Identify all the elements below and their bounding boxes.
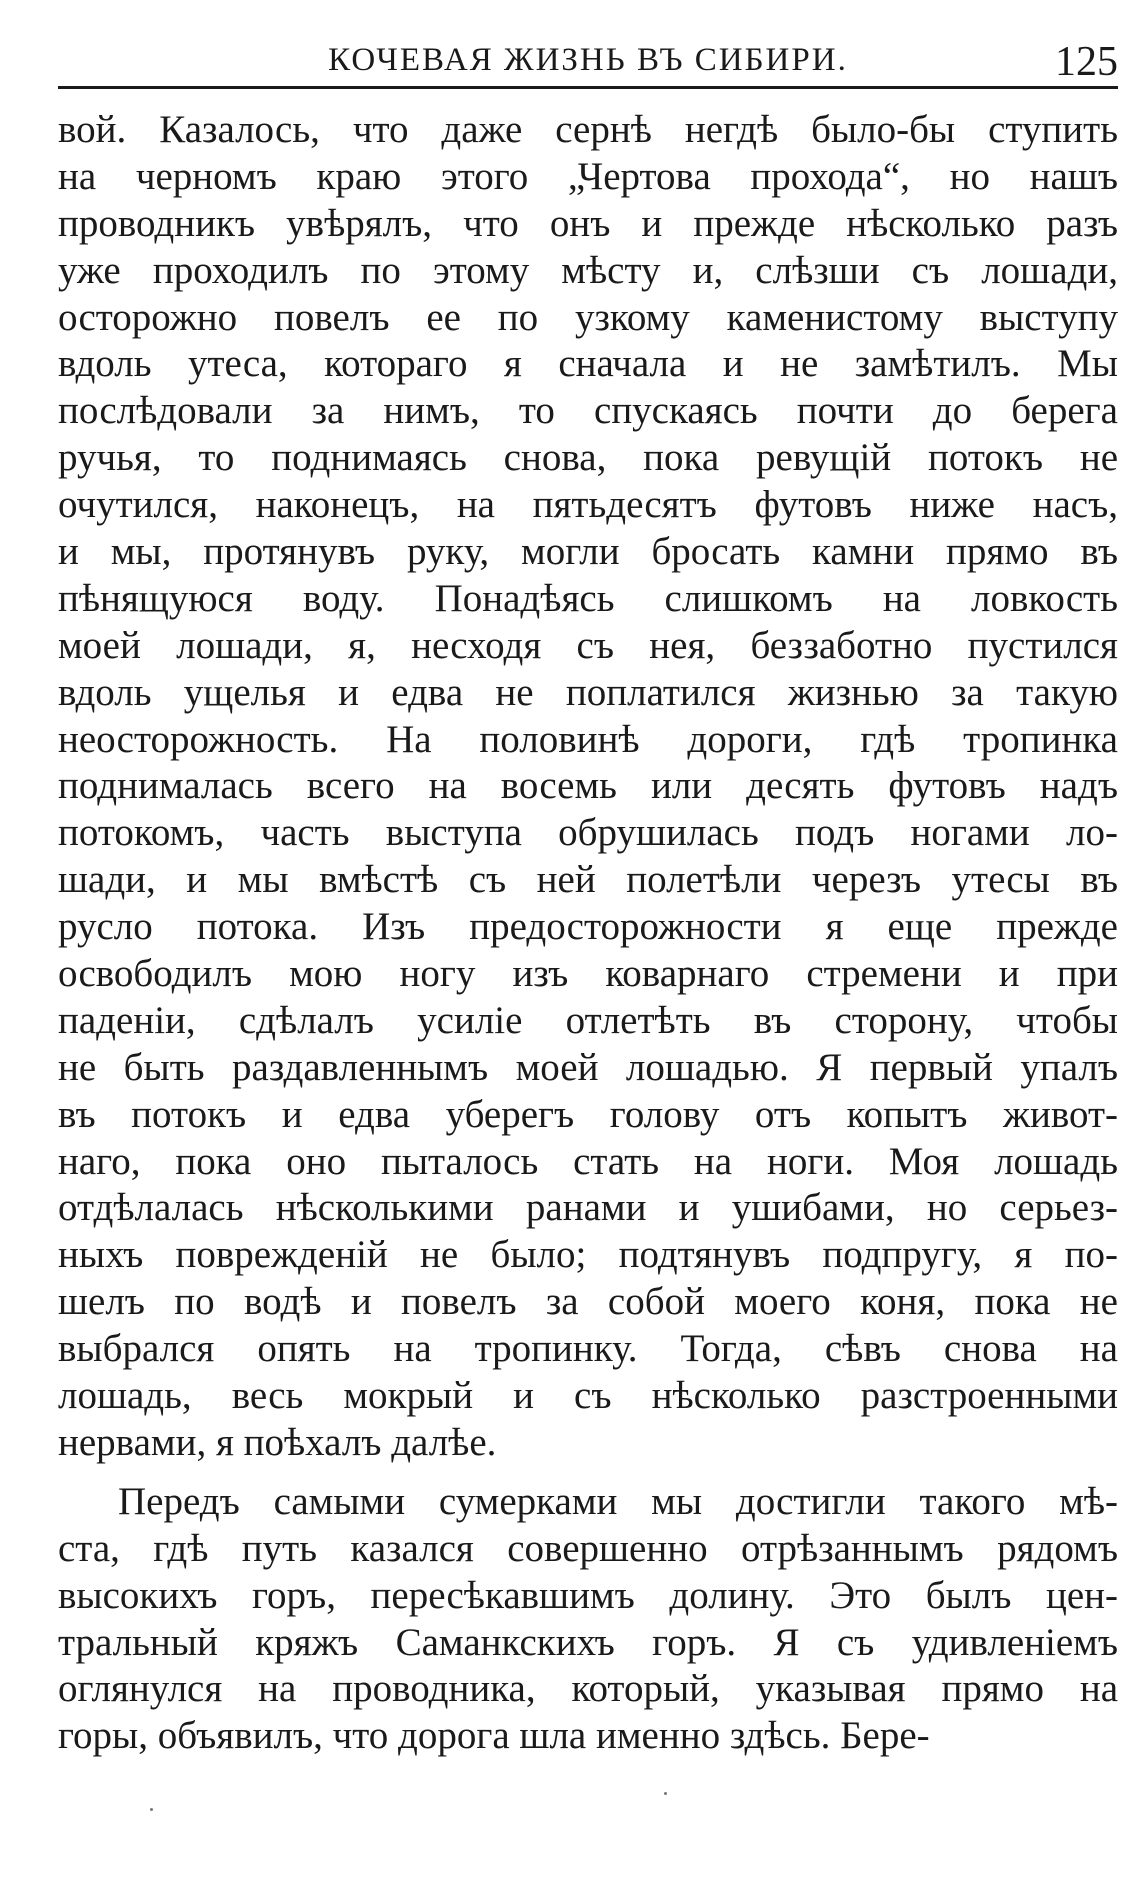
text-line: оглянулся на проводника, который, указывая прямо на bbox=[58, 1667, 1118, 1711]
text-line: паденіи, сдѣлалъ усиліе отлетѣть въ сторону, чтобы bbox=[58, 998, 1118, 1042]
text-line: шелъ по водѣ и повелъ за собой моего коня, пока не bbox=[58, 1280, 1118, 1324]
text-line: Передъ самыми сумерками мы достигли такого мѣ- bbox=[118, 1479, 1118, 1523]
text-line: освободилъ мою ногу изъ коварнаго стремени и при bbox=[58, 952, 1118, 996]
print-speck bbox=[664, 1792, 667, 1795]
text-line: очутился, наконецъ, на пятьдесятъ футовъ ниже насъ, bbox=[58, 483, 1118, 527]
print-speck bbox=[150, 1808, 153, 1811]
text-line: ста, гдѣ путь казался совершенно отрѣзаннымъ рядомъ bbox=[58, 1526, 1118, 1570]
text-line: поднималась всего на восемь или десять футовъ надъ bbox=[58, 764, 1118, 808]
text-line: горы, объявилъ, что дорога шла именно здѣсь. Бере- bbox=[58, 1714, 930, 1758]
text-line: въ потокъ и едва уберегъ голову отъ копытъ живот- bbox=[58, 1092, 1118, 1136]
paragraph-gap bbox=[58, 1467, 1118, 1479]
paragraph-2 bbox=[58, 1479, 1118, 1760]
text-line: нервами, я поѣхалъ далѣе. bbox=[58, 1420, 497, 1464]
text-line: ныхъ поврежденій не было; подтянувъ подпругу, я по- bbox=[58, 1233, 1118, 1277]
text-line: высокихъ горъ, пересѣкавшимъ долину. Это былъ цен- bbox=[58, 1573, 1118, 1617]
text-line: проводникъ увѣрялъ, что онъ и прежде нѣсколько разъ bbox=[58, 201, 1118, 245]
text-line: вдоль ущелья и едва не поплатился жизнью за такую bbox=[58, 670, 1118, 714]
text-line: и мы, протянувъ руку, могли бросать камни прямо въ bbox=[58, 530, 1118, 574]
text-line: шади, и мы вмѣстѣ съ ней полетѣли черезъ утесы въ bbox=[58, 858, 1118, 902]
text-line: лошадь, весь мокрый и съ нѣсколько разстроенными bbox=[58, 1374, 1118, 1418]
text-line: русло потока. Изъ предосторожности я еще прежде bbox=[58, 905, 1118, 949]
text-line: наго, пока оно пыталось стать на ноги. Моя лошадь bbox=[58, 1139, 1118, 1183]
running-head bbox=[58, 30, 1118, 89]
text-line: тральный кряжъ Саманкскихъ горъ. Я съ удивленіемъ bbox=[58, 1620, 1118, 1664]
text-line: моей лошади, я, несходя съ нея, беззаботно пустился bbox=[58, 623, 1118, 667]
text-line: послѣдовали за нимъ, то спускаясь почти до берега bbox=[58, 389, 1118, 433]
paragraph-1 bbox=[58, 107, 1118, 1467]
text-line: вдоль утеса, котораго я сначала и не замѣтилъ. Мы bbox=[58, 342, 1118, 386]
text-line: выбрался опять на тропинку. Тогда, сѣвъ снова на bbox=[58, 1327, 1118, 1371]
text-line: неосторожность. На половинѣ дороги, гдѣ тропинка bbox=[58, 717, 1118, 761]
text-line: вой. Казалось, что даже сернѣ негдѣ было-бы ступить bbox=[58, 108, 1118, 151]
text-line: не быть раздавленнымъ моей лошадью. Я первый упалъ bbox=[58, 1045, 1118, 1089]
text-line: на черномъ краю этого „Чертова прохода“, но нашъ bbox=[58, 154, 1118, 198]
text-line: осторожно повелъ ее по узкому каменистому выступу bbox=[58, 295, 1118, 339]
text-line: ручья, то поднимаясь снова, пока ревущій потокъ не bbox=[58, 436, 1118, 480]
text-line: уже проходилъ по этому мѣсту и, слѣзши съ лошади, bbox=[58, 248, 1118, 292]
page-number: 125 bbox=[1055, 39, 1118, 85]
text-line: потокомъ, часть выступа обрушилась подъ ногами ло- bbox=[58, 811, 1118, 855]
text-line: отдѣлалась нѣсколькими ранами и ушибами, но серьез- bbox=[58, 1186, 1118, 1230]
text-block bbox=[58, 107, 1118, 1760]
running-title: КОЧЕВАЯ ЖИЗНЬ ВЪ СИБИРИ. bbox=[328, 42, 848, 78]
text-line: пѣнящуюся воду. Понадѣясь слишкомъ на ловкость bbox=[58, 576, 1118, 620]
book-page bbox=[58, 30, 1118, 1760]
